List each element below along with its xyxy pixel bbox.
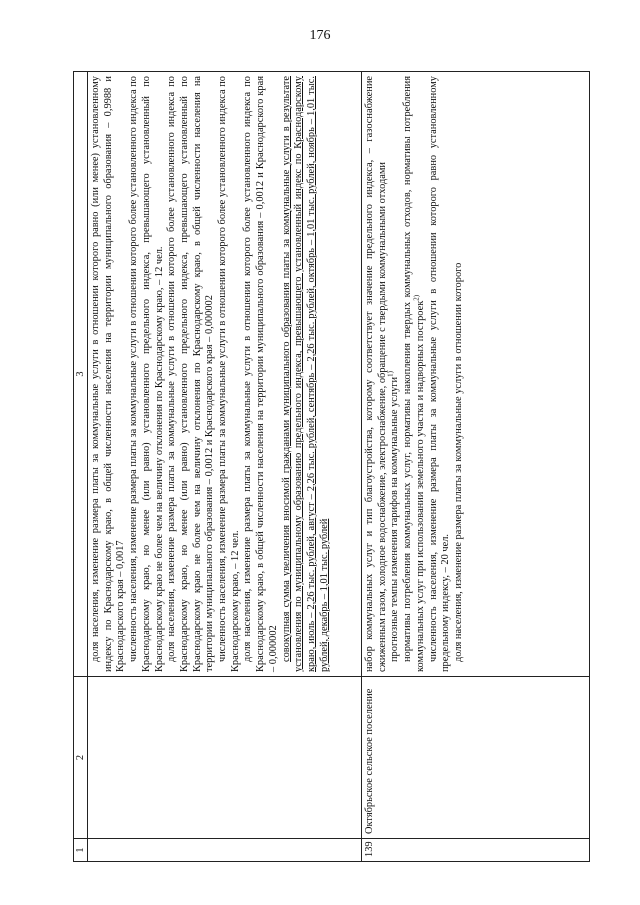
para-services-set: набор коммунальных услуг и тип благоустройства, которому соответствует значение предельного индекса, – газоснабжение сжиженным газом, холодное водоснабжение, электроснабжение, обращение с твердыми коммунальными отходами <box>364 76 388 672</box>
page-number: 176 <box>309 28 331 43</box>
tariff-forecast-text: прогнозные темпы изменения тарифов на коммунальные услуги <box>389 376 401 662</box>
para-total-sum: совокупная сумма увеличения вносимой гражданами муниципального образования платы за коммунальные услуги в результате установления по муниципальному образованию предельного индекса, превышающего установленный индекс по Краснодарскому краю, июль – 2,26 тыс. рублей, август – 2,26 тыс. рублей, сентябрь – 2,26 тыс. рублей, октябрь – 1,01 тыс. рублей, ноябрь – 1,01 тыс. рублей, декабрь – 1,01 тыс. рублей <box>280 76 330 672</box>
norms-text: нормативы потребления коммунальных услуг, нормативы накопления твердых коммунальных отходов, нормативы потребления коммунальных услуг при использовании земельного участка и надворных построек <box>402 76 426 672</box>
para-norms <box>402 76 427 672</box>
rotated-table-wrapper <box>73 72 590 862</box>
para-share-equal: доля населения, изменение размера платы за коммунальные услуги в отношении которого равно (или менее) установленному индексу по Краснодарскому краю, в общей численности населения на территории муниципального образования – 0,9988 и Краснодарского края – 0,0017 <box>90 76 127 672</box>
para-count-limited: численность населения, изменение размера платы за коммунальные услуги в отношении которого более установленного индекса по Краснодарскому краю, но менее (или равно) установленного предельного индекса, превышающего установленный по Краснодарскому краю не более чем на величину отклонения по Краснодарскому краю, – 12 чел. <box>128 76 165 672</box>
continuation-number-cell <box>88 839 362 862</box>
para-count-above: численность населения, изменение размера платы за коммунальные услуги в отношении которого более установленного индекса по Краснодарскому краю, – 12 чел. <box>217 76 241 672</box>
row-139 <box>362 72 590 862</box>
continuation-text-cell <box>88 72 362 677</box>
header-row <box>74 72 88 862</box>
data-table <box>73 71 590 862</box>
header-col-3: 3 <box>74 72 88 677</box>
header-col-2: 2 <box>74 677 88 839</box>
settlement-name-cell: Октябрьское сельское поселение <box>362 677 590 839</box>
footnote-mark-2: 2) <box>412 294 421 301</box>
para-share-above: доля населения, изменение размера платы за коммунальные услуги в отношении которого более установленного индекса по Краснодарскому краю, в общей численности населения на территории муниципального образования – 0,0012 и Краснодарского края – 0,000002 <box>242 76 279 672</box>
para-share-limited: доля населения, изменение размера платы за коммунальные услуги в отношении которого более установленного индекса по Краснодарскому краю, но менее (или равно) установленного предельного индекса, превышающего установленный по Краснодарскому краю не более чем на величину отклонения по Краснодарскому краю, в общей численности населения на территории муниципального образования – 0,0012 и Краснодарского края – 0,000002 <box>166 76 216 672</box>
para-count-equal: численность населения, изменение размера платы за коммунальные услуги в отношении которого равно установленному предельному индексу, – 20 чел. <box>427 76 452 672</box>
para-share-start: доля населения, изменение размера платы за коммунальные услуги в отношении которого <box>452 262 464 662</box>
header-col-1: 1 <box>74 839 88 862</box>
row-number-cell: 139 <box>362 839 590 862</box>
para-tariff-forecast <box>386 76 402 672</box>
continuation-row <box>88 72 362 862</box>
row-139-text-cell <box>362 72 590 677</box>
continuation-settlement-cell <box>88 677 362 839</box>
footnote-mark-1: 1) <box>386 371 395 377</box>
